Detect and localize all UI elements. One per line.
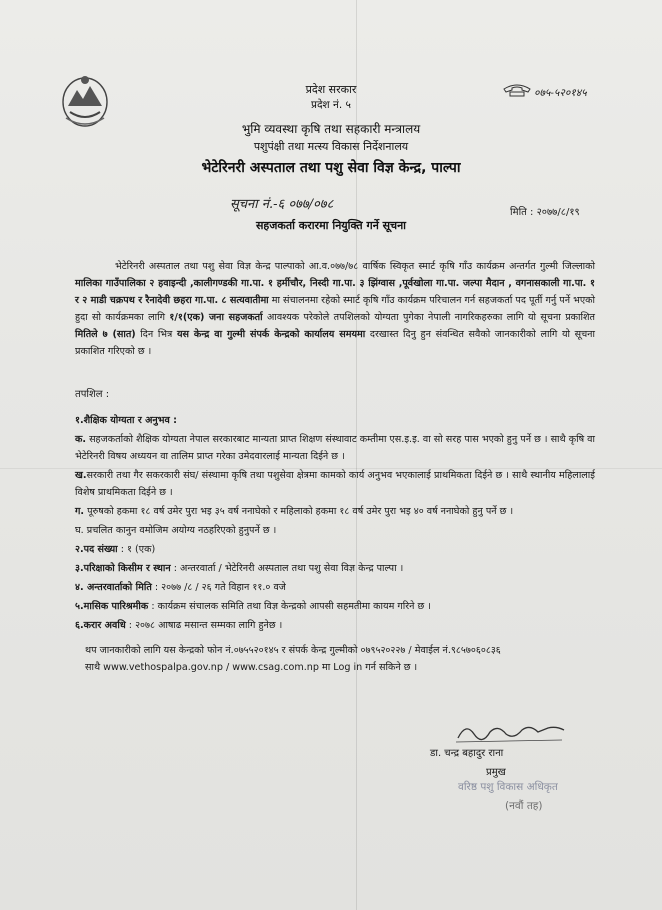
- item-text: : अन्तरवार्ता / भेटेरिनरी अस्पताल तथा पशु सेवा विज्ञ केन्द्र पाल्पा ।: [170, 563, 404, 574]
- body-text-bold: यस केन्द्र वा गुल्मी संपर्क केन्द्रको कार्यालय समयमा: [176, 329, 366, 340]
- body-text: दिन भित्र: [135, 329, 177, 340]
- item-text: : २०७७ /८ / २६ गते विहान ११.० वजे: [151, 582, 286, 593]
- item-label: ३.परिक्षाको किसीम र स्थान: [75, 563, 171, 574]
- item-text: : कार्यक्रम संचालक समिति तथा विज्ञ केन्द्रको आपसी सहमतीमा कायम गरिने छ ।: [148, 601, 431, 612]
- header-directorate: पशुपंक्षी तथा मत्स्य विकास निर्देशनालय: [253, 140, 409, 153]
- signature-icon: [452, 718, 572, 746]
- header-line-1: प्रदेश सरकार: [305, 83, 357, 96]
- header-ministry: भुमि व्यवस्था कृषि तथा सहकारी मन्त्रालय: [241, 122, 421, 136]
- item-text: : २०७८ आषाढ मसान्त सम्मका लागि हुनेछ ।: [125, 620, 283, 631]
- item-label: ४. अन्तरवार्ताको मिति: [75, 582, 152, 593]
- list-item: [75, 579, 595, 596]
- item-label: ५.मासिक पारिश्रमीक: [75, 601, 149, 612]
- list-item: [75, 617, 595, 634]
- contact-line: साथै www.vethospalpa.gov.np / www.csag.com.np मा Log in गर्न सकिने छ ।: [85, 662, 418, 673]
- list-item: घ. प्रचलित कानुन वमोजिम अयोग्य नठहरिएको हुनुपर्ने छ ।: [75, 525, 277, 536]
- body-text: मा संचालनमा रहेको स्मार्ट कृषि गाँउ कार्यक्रम परिचालन गर्न सहजकर्ता पद पूर्ती गर्नु पर्ने भएको हुदा सो कार्यक्रमका लागि: [75, 295, 595, 323]
- body-text-bold: १/१(एक) जना सहजकर्ता: [169, 312, 263, 323]
- item-text: सरकारी तथा गैर सकरकारी संघ/ संस्थामा कृषि तथा पशुसेवा क्षेत्रमा कामको कार्य अनुभव भएकालाई प्राथमिकता दिईने छ । साथै स्थानीय महिलालाई विशेष प्राथमिकता दिईने छ ।: [75, 470, 595, 498]
- notice-date: मिति : २०७७/८/१९: [510, 207, 580, 218]
- list-item: [75, 467, 595, 501]
- signatory-post: प्रमुख: [486, 767, 506, 778]
- list-item: [75, 598, 595, 615]
- body-text: भेटेरिनरी अस्पताल तथा पशु सेवा विज्ञ केन्द्र पाल्पाको आ.व.०७७/७८ वार्षिक स्विकृत स्मार्ट कृषि गाँउ कार्यक्रम अन्तर्गत गुल्मी जिल्लाको: [115, 261, 595, 272]
- contact-info: [75, 642, 595, 676]
- item-text: सहजकर्ताको शैक्षिक योग्यता नेपाल सरकारबाट मान्यता प्राप्त शिक्षण संस्थावाट कम्तीमा एस.इ.इ. वा सो सरह पास भएको हुनु पर्ने छ । साथै कृषि वा भेटेरिनरी विषय अध्ययन वा तालिम प्राप्त गरेका उमेदवारलाई मान्यता दिईने छ ।: [75, 434, 595, 462]
- details-list: [75, 412, 595, 636]
- item-label: ६.करार अवधि: [75, 620, 126, 631]
- stamp-designation: वरिष्ठ पशु विकास अधिकृत: [458, 781, 558, 793]
- body-text: दरखास्त दिनु हुन संवन्धित सवैको जानकारीको लागि यो सूचना प्रकाशित गरिएको छ ।: [75, 329, 595, 357]
- item-text: : १ (एक): [117, 544, 156, 555]
- details-heading: तपशिल :: [75, 389, 110, 400]
- notice-number: सूचना नं.-६ ०७७/०७८: [230, 197, 334, 212]
- list-item: [75, 503, 595, 520]
- phone-number: ०७५-५२०१४५: [534, 87, 587, 99]
- body-text: आवश्यक परेकोले तपशिलको योग्यता पुगेका नेपाली नागरिकहरुका लागि यो सूचना प्रकाशित: [262, 312, 595, 323]
- list-item: [75, 431, 595, 465]
- header-office: भेटेरिनरी अस्पताल तथा पशु सेवा विज्ञ केन्द्र, पाल्पा: [201, 160, 461, 176]
- stamp-level: (नवौं तह): [505, 800, 543, 812]
- list-item: [75, 560, 595, 577]
- signatory-name: डा. चन्द्र बहादुर राना: [430, 748, 504, 759]
- body-text-bold: मितिले ७ (सात): [75, 329, 136, 340]
- item-label: २.पद संख्या: [75, 544, 118, 555]
- header-line-2: प्रदेश नं. ५: [311, 99, 351, 111]
- item-label: ख.: [75, 470, 87, 481]
- telephone-icon: [502, 83, 532, 97]
- item-label: ग.: [75, 506, 85, 517]
- section-qualification-title: १.शैक्षिक योग्यता र अनुभव :: [75, 415, 178, 426]
- contact-line: थप जानकारीको लागि यस केन्द्रको फोन नं.०७५५२०१४५ र संपर्क केन्द्र गुल्मीको ०७९५२०२२७ / मेवाईल नं.९८५७०६०८३६: [85, 645, 501, 656]
- notice-body-paragraph: [75, 258, 595, 360]
- list-item: [75, 541, 595, 558]
- body-text-bold: मालिका गाउँपालिका २ हवाइन्दी ,कालीगण्डकी गा.पा. १ हर्मीचौर, निस्दी गा.पा. ३ झिंग्वास ,पूर्वखोला गा.पा. जल्पा मैदान , वगनासकाली गा.पा. १ र २ माडी चक्रपथ र रैनादेवी छहरा गा.पा. ८ सत्यवातीमा: [75, 278, 595, 306]
- item-label: क.: [75, 434, 87, 445]
- notice-subject: सहजकर्ता करारमा नियुक्ति गर्ने सूचना: [255, 219, 407, 232]
- item-text: पूरुषको हकमा १८ वर्ष उमेर पुरा भइ ३५ वर्ष ननाघेको र महिलाको हकमा १८ वर्ष उमेर पुरा भइ ४० वर्ष ननाघेको हुनु पर्ने छ ।: [84, 506, 514, 517]
